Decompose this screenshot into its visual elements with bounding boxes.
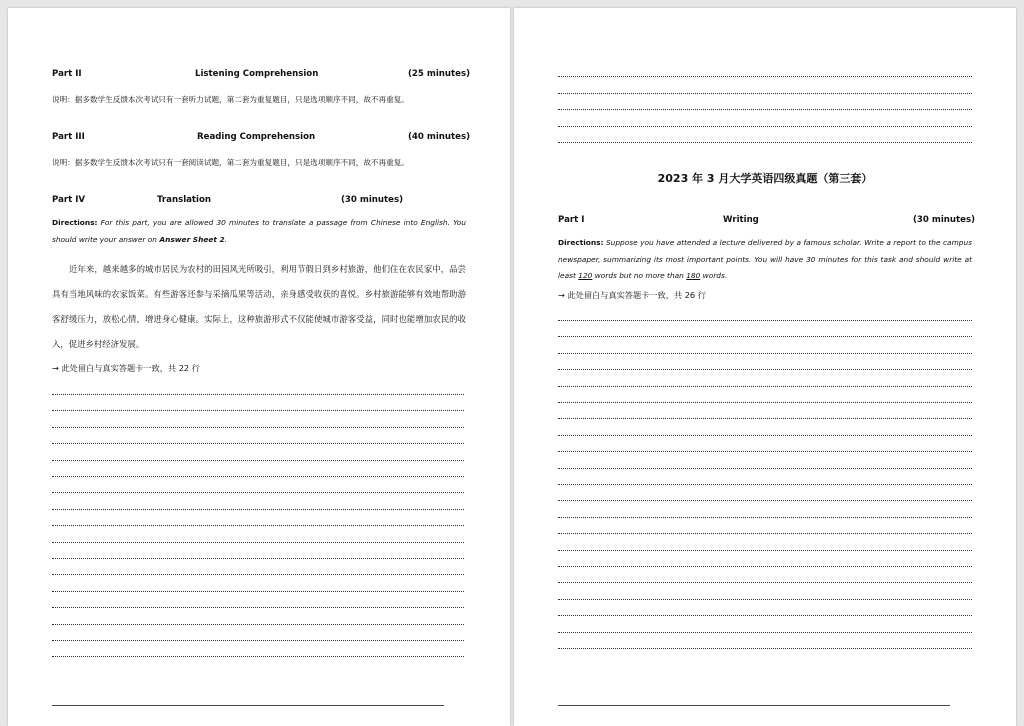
answer-line <box>558 418 972 419</box>
answer-line <box>558 533 972 534</box>
part4-label: Part IV <box>52 195 86 205</box>
answer-line <box>558 615 972 616</box>
answer-line <box>558 599 972 600</box>
part3-time: (40 minutes) <box>408 132 470 142</box>
answer-line <box>52 509 464 510</box>
translation-passage: 近年来，越来越多的城市居民为农村的田园风光所吸引，利用节假日到乡村旅游，他们住在农民家中，品尝具有当地风味的农家饭菜。有些游客还参与采摘瓜果等活动，亲身感受收获的喜悦。乡村旅游能够有效地帮助游客舒缓压力，放松心情，增进身心健康。实际上，这种旅游形式不仅能使城市游客受益，同时也能增加农民的收入，促进乡村经济发展。 <box>52 264 466 349</box>
answer-line <box>558 386 972 387</box>
part4-title: Translation <box>157 195 212 205</box>
answer-line <box>558 142 972 143</box>
answer-line <box>558 517 972 518</box>
answer-lines-continued <box>558 76 972 148</box>
doc-title: 2023 年 3 月大学英语四级真题（第三套） <box>657 172 873 185</box>
part3-label: Part III <box>52 132 85 142</box>
answer-lines-left <box>52 394 464 664</box>
left-page <box>8 8 510 726</box>
answer-line <box>52 574 464 575</box>
answer-line <box>52 410 464 411</box>
answer-line <box>558 632 972 633</box>
answer-line <box>558 566 972 567</box>
part1-directions-label: Directions: <box>558 238 604 247</box>
answer-line <box>558 369 972 370</box>
right-footer-rule <box>558 705 950 706</box>
part1-title: Writing <box>723 215 759 225</box>
part2-note: 说明：据多数学生反馈本次考试只有一套听力试题，第二套为重复题目，只是选项顺序不同，故不再重复。 <box>52 95 409 104</box>
answer-line <box>52 558 464 559</box>
answer-line <box>558 336 972 337</box>
part1-time: (30 minutes) <box>913 215 975 225</box>
part2-header <box>52 69 472 83</box>
left-footer-rule <box>52 705 444 706</box>
part1-directions <box>558 235 972 285</box>
answer-line <box>558 451 972 452</box>
answer-line <box>52 492 464 493</box>
part1-directions-text-3: words. <box>702 271 728 280</box>
answer-line <box>558 353 972 354</box>
part4-answer-note: → 此处留白与真实答题卡一致，共 22 行 <box>52 363 200 373</box>
answer-line <box>558 500 972 501</box>
part4-directions <box>52 215 466 248</box>
answer-lines-right <box>558 320 972 660</box>
answer-line <box>558 484 972 485</box>
part2-time: (25 minutes) <box>408 69 470 79</box>
answer-line <box>52 591 464 592</box>
answer-line <box>52 460 464 461</box>
min-words: 120 <box>578 271 593 280</box>
part4-time: (30 minutes) <box>341 195 403 205</box>
answer-line <box>52 640 464 641</box>
part3-note: 说明：据多数学生反馈本次考试只有一套阅读试题，第二套为重复题目，只是选项顺序不同，故不再重复。 <box>52 158 409 167</box>
part1-answer-note: → 此处留白与真实答题卡一致，共 26 行 <box>558 290 706 300</box>
part4-directions-label: Directions: <box>52 218 98 227</box>
answer-line <box>558 93 972 94</box>
answer-line <box>558 109 972 110</box>
max-words: 180 <box>686 271 701 280</box>
part1-label: Part I <box>558 215 585 225</box>
answer-line <box>558 320 972 321</box>
answer-line <box>52 624 464 625</box>
answer-line <box>52 607 464 608</box>
answer-line <box>52 443 464 444</box>
answer-sheet-ref: Answer Sheet 2 <box>159 234 225 244</box>
answer-line <box>558 550 972 551</box>
answer-line <box>558 468 972 469</box>
part2-label: Part II <box>52 69 82 79</box>
part3-header <box>52 132 472 146</box>
answer-line <box>558 76 972 77</box>
answer-line <box>52 656 464 657</box>
answer-line <box>558 582 972 583</box>
part1-header <box>558 215 978 229</box>
right-page <box>514 8 1016 726</box>
part2-title: Listening Comprehension <box>195 69 319 79</box>
answer-line <box>558 402 972 403</box>
part1-directions-text-1: Suppose you have attended a lecture delivered by a famous scholar. Write a report to the campus newspaper, summarizing its most important points. You will have 30 minutes for this task and should write at least <box>558 238 972 280</box>
part4-directions-end: . <box>224 234 227 244</box>
part1-directions-text-2: words but no more than <box>594 271 684 280</box>
answer-line <box>52 525 464 526</box>
answer-line <box>52 394 464 395</box>
answer-line <box>558 126 972 127</box>
answer-line <box>52 427 464 428</box>
answer-line <box>558 648 972 649</box>
answer-line <box>52 542 464 543</box>
answer-line <box>52 476 464 477</box>
part4-directions-text: For this part, you are allowed 30 minutes to translate a passage from Chinese into English. You should write your answer on <box>52 218 466 244</box>
part4-header <box>52 195 472 209</box>
answer-line <box>558 435 972 436</box>
part3-title: Reading Comprehension <box>197 132 316 142</box>
